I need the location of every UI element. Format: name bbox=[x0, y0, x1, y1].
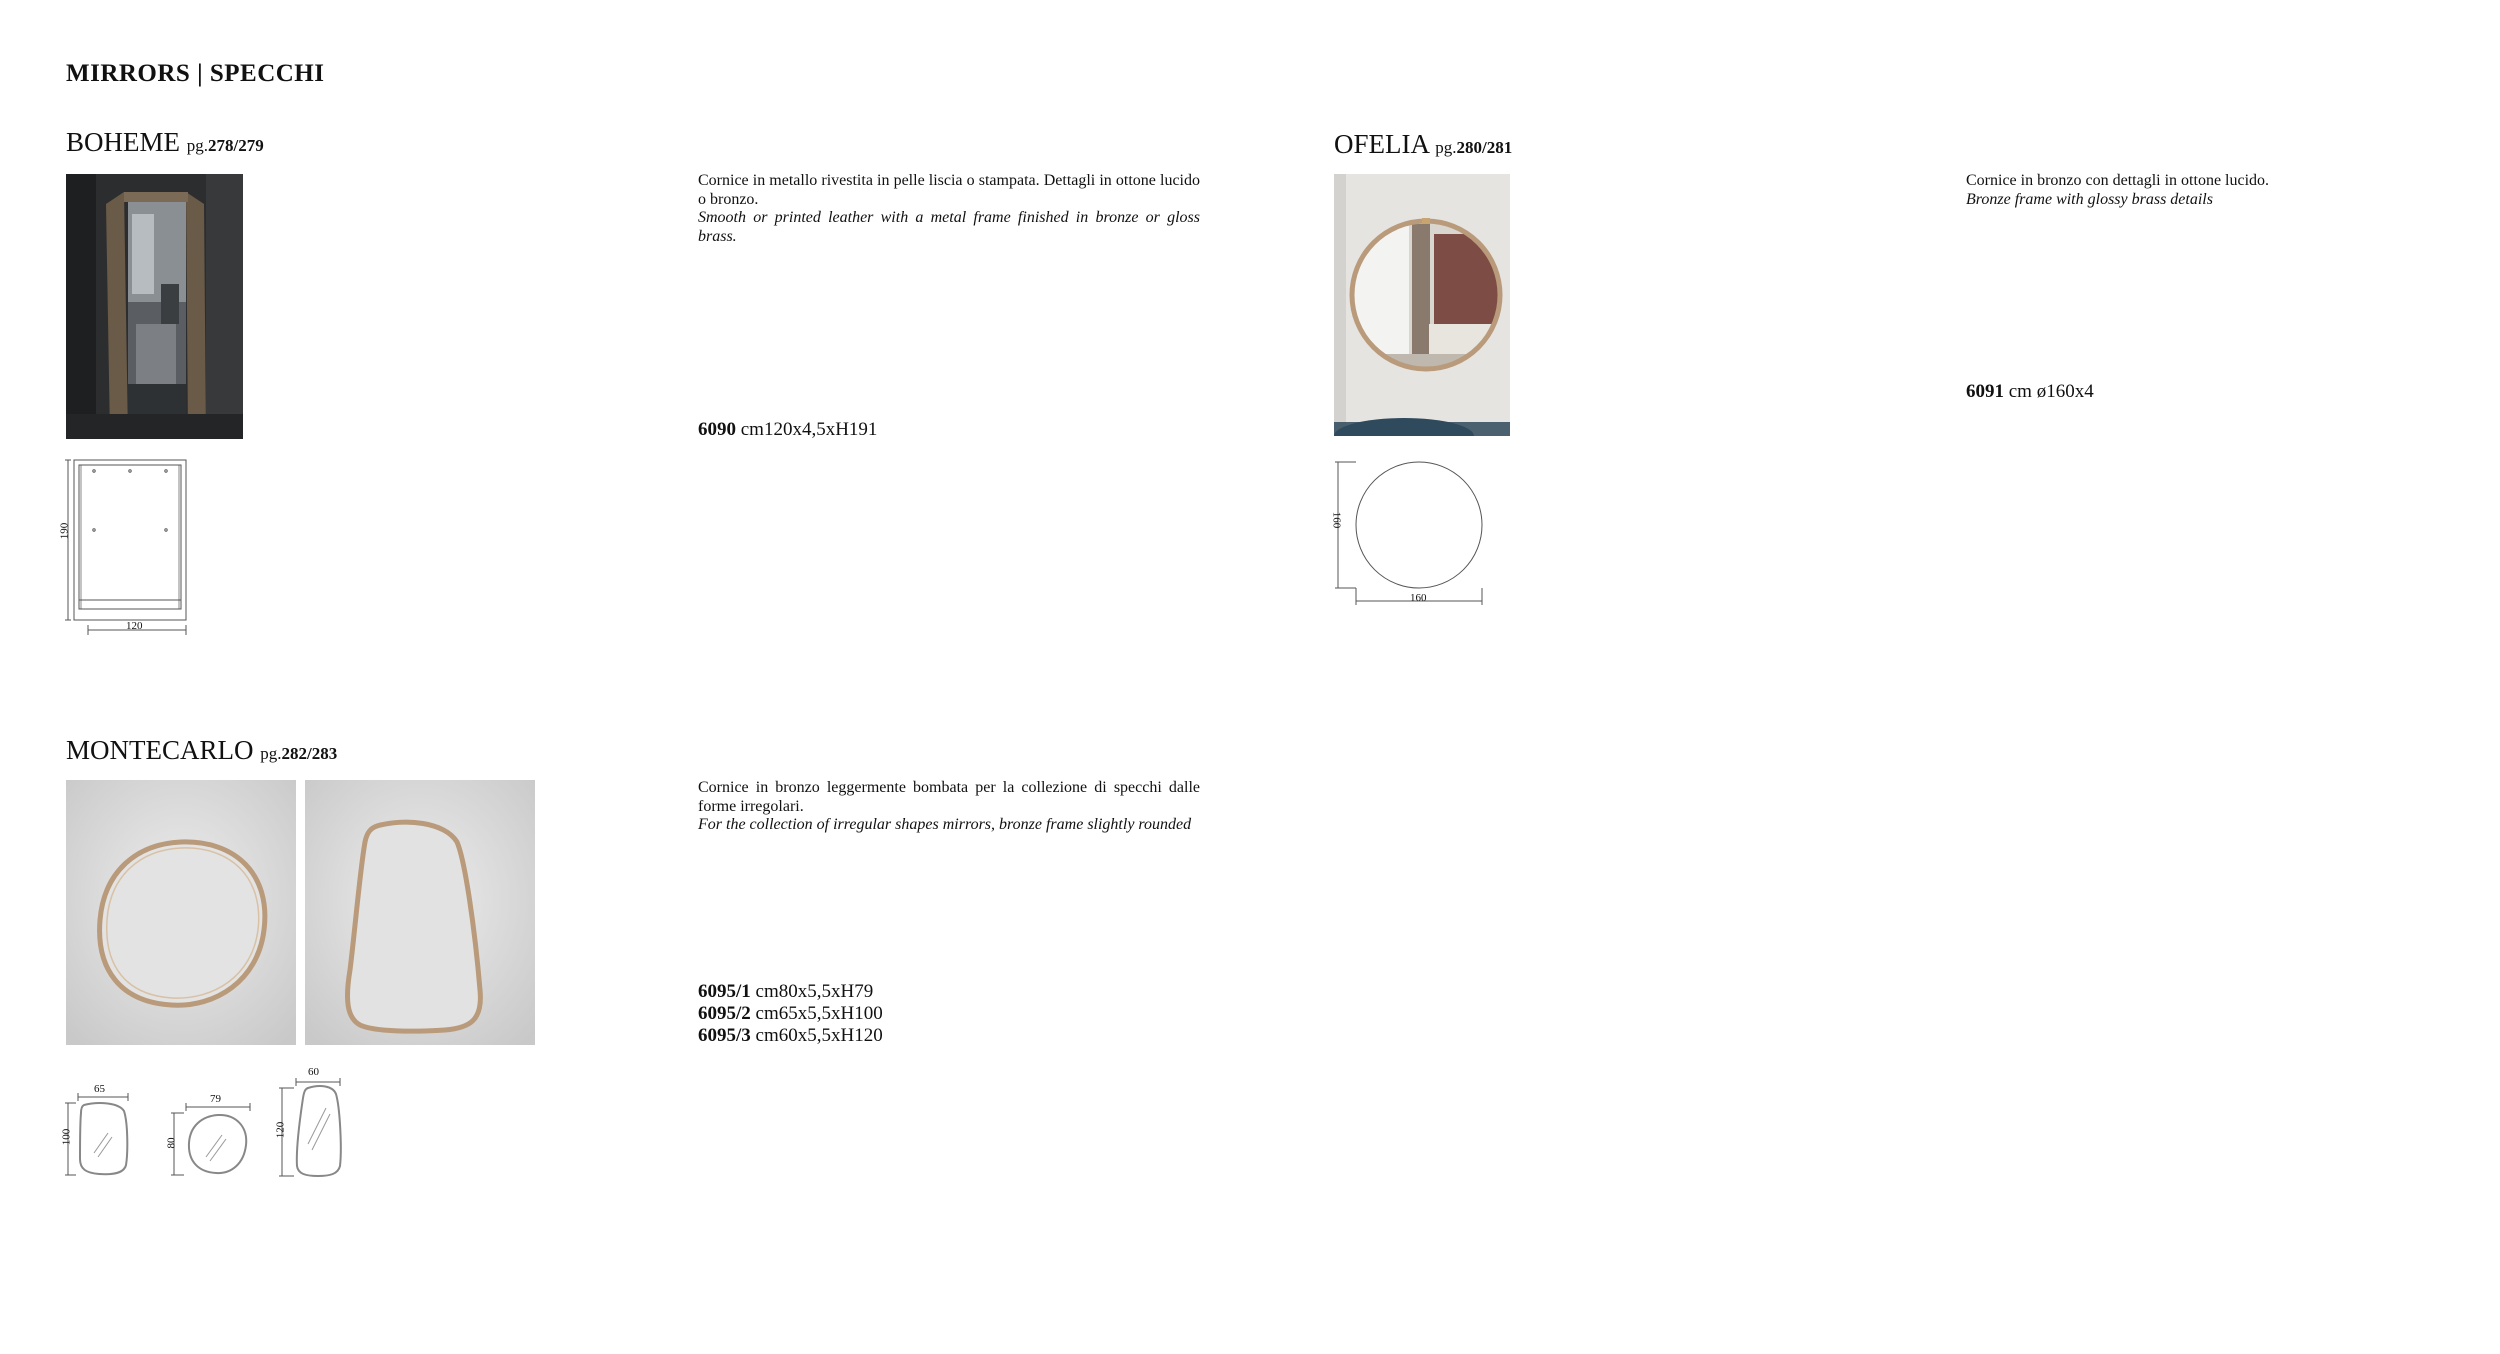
boheme-code-line bbox=[698, 419, 877, 441]
boheme-desc-it: Cornice in metallo rivestita in pelle liscia o stampata. Dettagli in ottone lucido o bronzo. bbox=[698, 172, 1200, 208]
boheme-description bbox=[698, 172, 1200, 246]
boheme-name: BOHEME bbox=[66, 127, 180, 157]
ofelia-title bbox=[1334, 129, 1512, 160]
montecarlo-size: cm60x5,5xH120 bbox=[755, 1025, 883, 1046]
montecarlo-code: 6095/3 bbox=[698, 1025, 751, 1046]
montecarlo-size: cm65x5,5xH100 bbox=[755, 1003, 883, 1024]
ofelia-description bbox=[1966, 172, 2366, 209]
montecarlo-2-height-label: 80 bbox=[165, 1137, 178, 1149]
boheme-size: cm120x4,5xH191 bbox=[740, 419, 878, 440]
montecarlo-size: cm80x5,5xH79 bbox=[755, 981, 874, 1002]
montecarlo-page-ref: pg.282/283 bbox=[260, 744, 338, 763]
page-title: MIRRORS | SPECCHI bbox=[66, 60, 325, 87]
montecarlo-drawing-3 bbox=[274, 1066, 348, 1180]
boheme-title bbox=[66, 127, 264, 158]
montecarlo-code-line bbox=[698, 981, 883, 1003]
boheme-page-ref: pg.278/279 bbox=[186, 136, 264, 155]
ofelia-desc-it: Cornice in bronzo con dettagli in ottone lucido. bbox=[1966, 172, 2270, 189]
ofelia-technical-drawing bbox=[1330, 458, 1484, 610]
montecarlo-code: 6095/2 bbox=[698, 1003, 751, 1024]
ofelia-page-ref: pg.280/281 bbox=[1435, 138, 1513, 157]
ofelia-width-label: 160 bbox=[1410, 592, 1427, 604]
montecarlo-description bbox=[698, 779, 1200, 835]
montecarlo-code-list bbox=[698, 981, 883, 1047]
montecarlo-desc-en: For the collection of irregular shapes mirrors, bronze frame slightly rounded bbox=[698, 816, 1192, 833]
ofelia-photo bbox=[1334, 174, 1510, 436]
boheme-code: 6090 bbox=[698, 419, 736, 440]
montecarlo-desc-it: Cornice in bronzo leggermente bombata per la collezione di specchi dalle forme irregolari. bbox=[698, 779, 1200, 815]
boheme-width-label: 120 bbox=[126, 620, 143, 632]
montecarlo-2-width-label: 79 bbox=[210, 1093, 221, 1105]
ofelia-desc-en: Bronze frame with glossy brass details bbox=[1966, 190, 2213, 208]
montecarlo-drawing-2 bbox=[165, 1093, 255, 1178]
montecarlo-title bbox=[66, 735, 337, 766]
montecarlo-drawing-1 bbox=[60, 1083, 134, 1178]
montecarlo-photo-round bbox=[66, 780, 296, 1045]
montecarlo-3-width-label: 60 bbox=[308, 1066, 319, 1078]
montecarlo-code: 6095/1 bbox=[698, 981, 751, 1002]
boheme-height-label: 190 bbox=[58, 522, 71, 540]
montecarlo-photo-tall bbox=[305, 780, 535, 1045]
ofelia-code: 6091 bbox=[1966, 381, 2004, 402]
montecarlo-3-height-label: 120 bbox=[274, 1121, 287, 1139]
boheme-photo bbox=[66, 174, 243, 439]
montecarlo-1-width-label: 65 bbox=[94, 1083, 105, 1095]
montecarlo-code-line bbox=[698, 1025, 883, 1047]
ofelia-name: OFELIA bbox=[1334, 129, 1429, 159]
montecarlo-1-height-label: 100 bbox=[60, 1128, 73, 1146]
ofelia-code-line bbox=[1966, 381, 2094, 403]
montecarlo-code-line bbox=[698, 1003, 883, 1025]
boheme-desc-en: Smooth or printed leather with a metal frame finished in bronze or gloss brass. bbox=[698, 209, 1200, 245]
ofelia-size: cm ø160x4 bbox=[2008, 381, 2094, 402]
ofelia-height-label: 160 bbox=[1330, 511, 1343, 529]
montecarlo-name: MONTECARLO bbox=[66, 735, 254, 765]
boheme-technical-drawing bbox=[58, 455, 199, 637]
